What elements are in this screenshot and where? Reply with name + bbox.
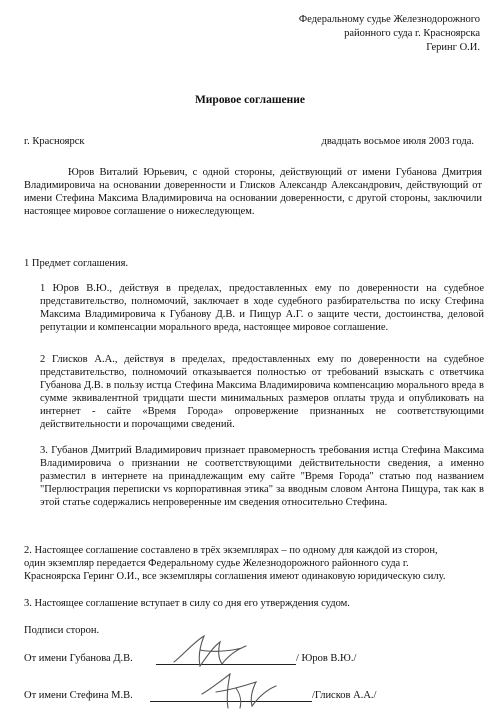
addressee-line: Федеральному судье Железнодорожного [298,14,480,25]
signature-label: От имени Стефина М.В. [24,690,133,701]
signature-label: От имени Губанова Д.В. [24,653,133,664]
addressee-line: Геринг О.И. [426,42,480,53]
addressee-block [260,13,480,55]
addressee-line: районного суда г. Красноярска [344,28,480,39]
handwritten-signature [170,632,260,672]
section-heading: 1 Предмет соглашения. [24,258,129,269]
signatory-name: / Юров В.Ю./ [296,653,357,664]
document-title: Мировое соглашение [194,94,306,106]
clause-1: 1 Юров В.Ю., действуя в пределах, предоставленных ему по доверенности на судебное представительство, полномочий, заключает в ходе судебного разбирательства по иску Стефина Максима Владимировича к Губанову Д.В. и Пищур А.Г. о защите чести, достоинства, деловой репутации и компенсации морального вреда, настоящее мировое соглашение. [40,283,484,333]
clause-3: 3. Губанов Дмитрий Владимирович признает правомерность требования истца Стефина Максима Владимировича о признании не соответствующими действительности сведения, а именно разместил в интернете на принадлежащим ему сайте "Время Города" статью под названием "Перлюстрация переписки vs корпоративная этика" за вводным словом Антона Пищура, так как в этой статье содержались непроверенные им сведения относительно Стефина. [40,445,484,508]
section-3-paragraph: 3. Настоящее соглашение вступает в силу со дня его утверждения судом. [24,598,350,609]
document-place: г. Красноярск [24,136,85,147]
intro-paragraph: Юров Виталий Юрьевич, с одной стороны, действующий от имени Губанова Дмитрия Владимировича на основании доверенности и Глисков Александр Александрович, действующий от имени Стефина Максима Владимировича на основании доверенности, с другой стороны, заключили настоящее мировое соглашение о нижеследующем. [24,167,482,217]
section-2-paragraph: 2. Настоящее соглашение составлено в трёх экземплярах – по одному для каждой из сторон, один экземпляр передается Федеральному судье Железнодорожного районного суда г. Красноярска Геринг О.И., все экземпляры соглашения имеют одинаковую юридическую силу. [24,545,446,582]
document-date: двадцать восьмое июля 2003 года. [321,136,474,147]
signatures-heading: Подписи сторон. [24,625,100,636]
clause-2: 2 Глисков А.А., действуя в пределах, предоставленных ему по доверенности на судебное представительство, полномочий отказывается полностью от требований взыскать с ответчика Губанова Д.В. в пользу истца Стефина Максима Владимировича компенсацию морального вреда в сумме эквивалентной тридцати шести минимальных размеров оплаты труда и опубликовать на интернет - сайте «Время Города» опровержение признанных не соответствующими действительности и порочащими сведений. [40,354,484,430]
handwritten-signature [196,668,286,712]
signatory-name: /Глисков А.А./ [312,690,377,701]
